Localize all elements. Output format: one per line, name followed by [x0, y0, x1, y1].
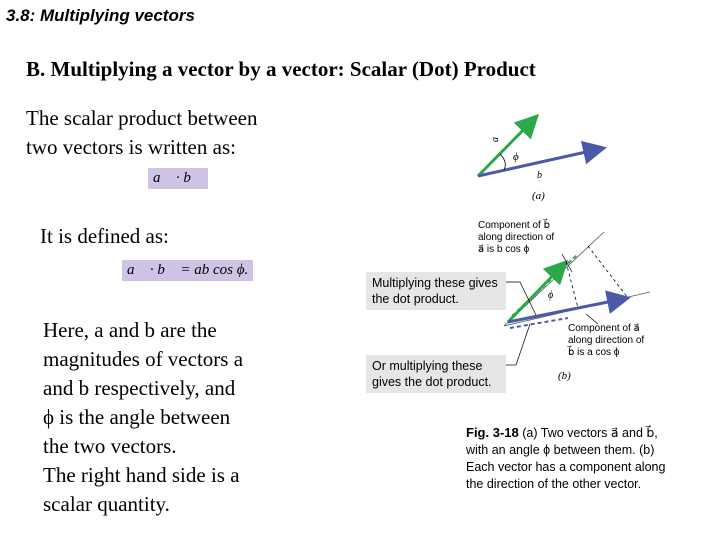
component-b-note	[478, 220, 598, 256]
intro-line: The scalar product between	[26, 106, 258, 130]
explanation-line: ϕ is the angle between	[43, 405, 231, 429]
figure-label-b: (b)	[558, 370, 571, 382]
callout-line: Multiplying these gives	[372, 276, 498, 290]
component-b-note-line: Component of b⃗	[478, 220, 550, 231]
explanation-line: Here, a and b are the	[43, 318, 217, 342]
callout-multiply-first	[366, 272, 506, 310]
explanation-line: and b respectively, and	[43, 376, 236, 400]
dot-notation-formula: a⃗ · b⃗	[148, 168, 208, 189]
figure-label-a: (a)	[532, 190, 545, 202]
vector-a-arrow	[478, 116, 537, 176]
defined-as-text: It is defined as:	[40, 224, 169, 248]
component-b-note-line: along direction of	[478, 232, 555, 243]
callout-line: Or multiplying these	[372, 359, 483, 373]
dot-definition-formula: a⃗ · b⃗ = ab cos ϕ.	[122, 260, 253, 281]
slide-title: B. Multiplying a vector by a vector: Scalar (Dot) Product	[26, 57, 536, 81]
explanation-line: magnitudes of vectors a	[43, 347, 244, 371]
callout-2-leader	[516, 324, 530, 365]
component-a-note-line: along direction of	[568, 335, 645, 346]
callout-multiply-second	[366, 355, 506, 393]
component-b-note-line: a⃗ is b cos ϕ	[478, 244, 530, 255]
explanation-line: scalar quantity.	[43, 492, 170, 516]
figure-caption-text: (a) Two vectors a⃗ and b⃗, with an angle ϕ between them. (b) Each vector has a component along the direction of the other vector.	[466, 426, 666, 491]
angle-arc	[500, 154, 505, 170]
projection-line-a	[566, 262, 578, 308]
angle-label-b: ϕ	[548, 290, 554, 301]
callout-line: the dot product.	[372, 292, 459, 306]
figure-caption	[466, 424, 676, 493]
vector-b-label: b⃗	[537, 170, 550, 181]
vector-a-label: a⃗	[490, 129, 501, 142]
component-a-note	[568, 323, 678, 359]
component-a-note-line: Component of a⃗	[568, 323, 640, 334]
figure-number: Fig. 3-18	[466, 425, 519, 440]
intro-line: two vectors is written as:	[26, 135, 236, 159]
section-header: 3.8: Multiplying vectors	[6, 6, 195, 25]
angle-label: ϕ	[513, 151, 519, 163]
component-a-note-line: b⃗ is a cos ϕ	[568, 347, 620, 358]
explanation-line: the two vectors.	[43, 434, 177, 458]
callout-line: gives the dot product.	[372, 375, 492, 389]
explanation-line: The right hand side is a	[43, 463, 240, 487]
